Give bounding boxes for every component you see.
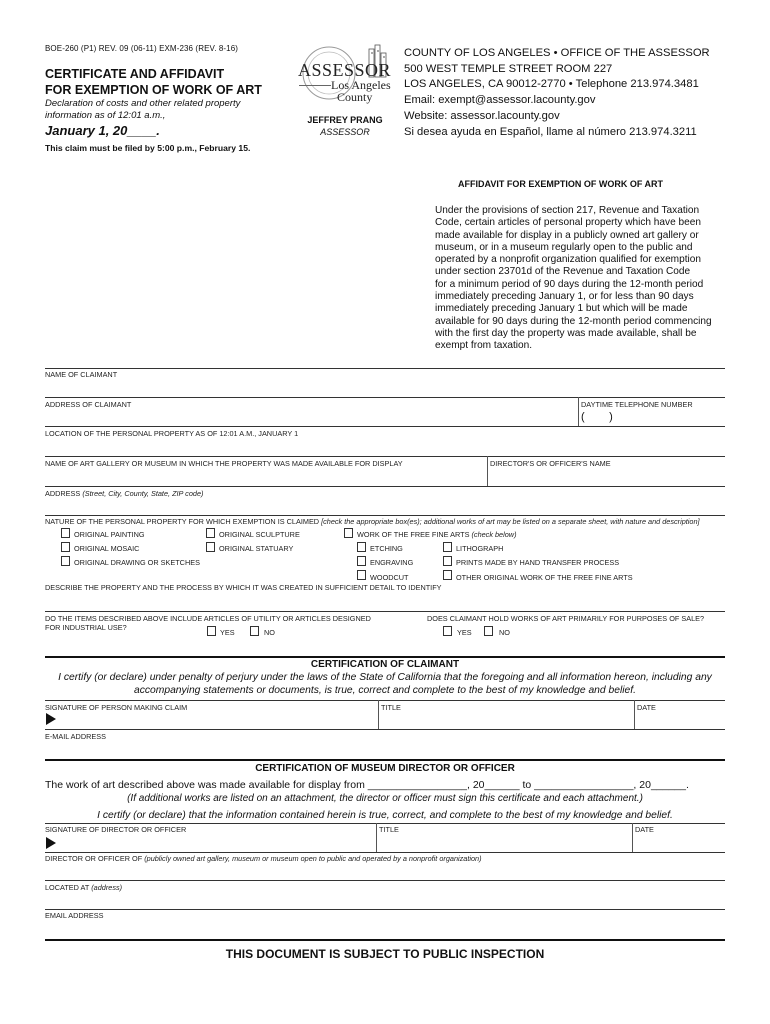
utility-question-line2: FOR INDUSTRIAL USE? <box>45 623 127 632</box>
affidavit-body <box>435 205 725 353</box>
checkbox-lithograph[interactable] <box>443 542 452 552</box>
affidavit-line: immediately preceding January 1 but which will be made <box>435 303 688 315</box>
checkbox-etching[interactable] <box>357 542 366 552</box>
checkbox-utility-no[interactable] <box>250 626 259 636</box>
claimant-cert-heading: CERTIFICATION OF CLAIMANT <box>310 659 460 670</box>
affidavit-line: museum, or in a museum regularly open to the public and <box>435 241 693 253</box>
label-original-painting: ORIGINAL PAINTING <box>74 530 145 539</box>
location-field[interactable] <box>45 437 725 455</box>
affidavit-line: for a minimum period of 90 days during the 12-month period <box>435 278 704 290</box>
subtitle-line1: Declaration of costs and other related property <box>45 98 241 109</box>
label-prints-hand-transfer: PRINTS MADE BY HAND TRANSFER PROCESS <box>456 558 620 567</box>
directors-name-field[interactable] <box>490 467 725 485</box>
display-period-line[interactable]: The work of art described above was made available for display from _________________, 20______ to _________________, 20______. <box>45 779 689 791</box>
describe-field[interactable] <box>45 592 725 610</box>
label-original-drawing: ORIGINAL DRAWING OR SKETCHES <box>74 558 200 567</box>
name-of-claimant-field[interactable] <box>45 378 725 396</box>
logo-word-county: County <box>337 90 373 104</box>
describe-label: DESCRIBE THE PROPERTY AND THE PROCESS BY WHICH IT WAS CREATED IN SUFFICIENT DETAIL TO IDENTIFY <box>45 583 442 592</box>
form-id: BOE-260 (P1) REV. 09 (06-11) EXM-236 (REV. 8-16) <box>45 44 239 53</box>
nature-label <box>45 517 700 526</box>
office-info <box>404 46 710 140</box>
director-email-label: EMAIL ADDRESS <box>45 911 104 920</box>
assessor-name: JEFFREY PRANG <box>307 115 383 125</box>
sign-here-arrow-icon <box>46 713 56 725</box>
rule <box>45 880 725 881</box>
claimant-date-label: DATE <box>637 703 656 712</box>
filing-deadline: This claim must be filed by 5:00 p.m., February 15. <box>45 143 251 153</box>
label-lithograph: LITHOGRAPH <box>456 544 504 553</box>
utility-question-line1: DO THE ITEMS DESCRIBED ABOVE INCLUDE ARTICLES OF UTILITY OR ARTICLES DESIGNED <box>45 614 371 623</box>
label-sale-no: NO <box>499 628 510 637</box>
divider <box>378 700 379 729</box>
location-label: LOCATION OF THE PERSONAL PROPERTY AS OF 12:01 A.M., JANUARY 1 <box>45 429 299 438</box>
checkbox-woodcut[interactable] <box>357 570 366 580</box>
rule <box>45 397 725 398</box>
form-title-line2: FOR EXEMPTION OF WORK OF ART <box>45 83 262 97</box>
claimant-cert-line2: accompanying statements or documents, is true, correct and complete to the best of my knowledge and belief. <box>134 685 636 696</box>
affidavit-line: with the first day the property was made available, shall be <box>435 327 697 339</box>
daytime-phone-label: DAYTIME TELEPHONE NUMBER <box>581 400 693 409</box>
address-of-claimant-label: ADDRESS OF CLAIMANT <box>45 400 132 409</box>
rule <box>45 729 725 730</box>
claimant-date-field[interactable] <box>637 711 725 728</box>
logo-word-los-angeles: Los Angeles <box>331 78 391 92</box>
checkbox-sale-no[interactable] <box>484 626 493 636</box>
section-rule <box>45 656 725 658</box>
rule <box>45 426 725 427</box>
logo-word-assessor: ASSESSOR <box>298 60 392 80</box>
director-date-label: DATE <box>635 825 654 834</box>
address-hint: (Street, City, County, State, ZIP code) <box>82 489 204 498</box>
rule <box>45 823 725 824</box>
affidavit-line: exempt from taxation. <box>435 340 533 352</box>
affidavit-line: Under the provisions of section 217, Revenue and Taxation <box>435 205 700 216</box>
director-title-field[interactable] <box>379 834 629 851</box>
claimant-cert-line1: I certify (or declare) under penalty of perjury under the laws of the State of California that the foregoing and all information hereon, including any <box>58 672 712 683</box>
rule <box>45 368 725 369</box>
label-original-sculpture: ORIGINAL SCULPTURE <box>219 530 300 539</box>
assessor-title: ASSESSOR <box>320 127 370 137</box>
daytime-phone-field[interactable]: ( ) <box>581 411 613 423</box>
free-fine-arts-hint: (check below) <box>471 530 517 539</box>
label-woodcut: WOODCUT <box>370 573 409 582</box>
gallery-name-label: NAME OF ART GALLERY OR MUSEUM IN WHICH THE PROPERTY WAS MADE AVAILABLE FOR DISPLAY <box>45 459 403 468</box>
affidavit-line: immediately preceding January 1, or for less than 90 days <box>435 291 694 303</box>
office-spanish-line: Si desea ayuda en Español, llame al número 213.974.3211 <box>404 125 697 138</box>
label-original-statuary: ORIGINAL STATUARY <box>219 544 294 553</box>
label-other-original-work: OTHER ORIGINAL WORK OF THE FREE FINE ARTS <box>456 573 633 582</box>
claimant-email-field[interactable] <box>45 740 725 756</box>
divider <box>487 456 488 486</box>
label-sale-yes: YES <box>457 628 472 637</box>
office-line3: LOS ANGELES, CA 90012-2770 • Telephone 213.974.3481 <box>404 78 699 91</box>
label-free-fine-arts <box>357 530 517 539</box>
gallery-name-field[interactable] <box>45 467 485 485</box>
claimant-title-label: TITLE <box>381 703 401 712</box>
affidavit-line: operated by a nonprofit organization qualified for exemption <box>435 254 701 266</box>
label-utility-yes: YES <box>220 628 235 637</box>
label-engraving: ENGRAVING <box>370 558 414 567</box>
checkbox-sale-yes[interactable] <box>443 626 452 636</box>
affidavit-line: under section 23701d of the Revenue and Taxation Code <box>435 266 691 278</box>
director-of-field[interactable] <box>45 863 725 878</box>
rule <box>45 486 725 487</box>
checkbox-original-mosaic[interactable] <box>61 542 70 552</box>
checkbox-original-drawing[interactable] <box>61 556 70 566</box>
label-etching: ETCHING <box>370 544 403 553</box>
sign-here-arrow-icon <box>46 837 56 849</box>
divider <box>632 823 633 852</box>
located-at-text: LOCATED AT <box>45 883 90 892</box>
located-at-field[interactable] <box>45 891 725 907</box>
divider <box>634 700 635 729</box>
claimant-email-label: E-MAIL ADDRESS <box>45 732 106 741</box>
affidavit-heading: AFFIDAVIT FOR EXEMPTION OF WORK OF ART <box>458 179 663 189</box>
located-at-hint: (address) <box>91 883 123 892</box>
address-field[interactable] <box>45 497 725 514</box>
office-line2: 500 WEST TEMPLE STREET ROOM 227 <box>404 62 613 75</box>
logo-rule <box>299 85 331 86</box>
section-rule <box>45 759 725 761</box>
checkbox-original-statuary[interactable] <box>206 542 215 552</box>
office-line1: COUNTY OF LOS ANGELES • OFFICE OF THE ASSESSOR <box>404 47 710 59</box>
sale-question: DOES CLAIMANT HOLD WORKS OF ART PRIMARILY FOR PURPOSES OF SALE? <box>427 614 705 623</box>
rule <box>45 852 725 853</box>
affidavit-line: made available for display in a publicly owned art gallery or <box>435 229 699 241</box>
free-fine-arts-text: WORK OF THE FREE FINE ARTS <box>357 530 470 539</box>
label-utility-no: NO <box>264 628 275 637</box>
address-of-claimant-field[interactable] <box>45 408 575 426</box>
nature-hint: [check the appropriate box(es); additional works of art may be listed on a separate sheet, with nature and description] <box>321 517 700 526</box>
rule <box>45 456 725 457</box>
divider <box>376 823 377 852</box>
checkbox-utility-yes[interactable] <box>207 626 216 636</box>
address-label-text: ADDRESS <box>45 489 81 498</box>
office-website[interactable]: Website: assessor.lacounty.gov <box>404 109 560 122</box>
assessor-logo <box>295 43 393 113</box>
checkbox-prints-hand-transfer[interactable] <box>443 556 452 566</box>
checkbox-free-fine-arts[interactable] <box>344 528 353 538</box>
divider <box>578 397 579 426</box>
form-title-line1: CERTIFICATE AND AFFIDAVIT <box>45 67 225 81</box>
directors-name-label: DIRECTOR'S OR OFFICER'S NAME <box>490 459 611 468</box>
director-signature-label: SIGNATURE OF DIRECTOR OR OFFICER <box>45 825 187 834</box>
nature-label-text: NATURE OF THE PERSONAL PROPERTY FOR WHICH EXEMPTION IS CLAIMED <box>45 517 320 526</box>
section-rule <box>45 939 725 941</box>
public-inspection-notice: THIS DOCUMENT IS SUBJECT TO PUBLIC INSPECTION <box>225 947 545 961</box>
date-line: January 1, 20____. <box>45 123 160 138</box>
office-email[interactable]: Email: exempt@assessor.lacounty.gov <box>404 94 596 107</box>
director-signature-field[interactable] <box>60 834 375 851</box>
rule <box>45 909 725 910</box>
attachment-note: (If additional works are listed on an attachment, the director or officer must sign this certificate and each attachment.) <box>127 793 643 804</box>
director-of-text: DIRECTOR OR OFFICER OF <box>45 854 143 863</box>
director-of-hint: (publicly owned art gallery, museum or museum open to public and operated by a nonprofit organization) <box>144 854 482 863</box>
director-title-label: TITLE <box>379 825 399 834</box>
rule <box>45 611 725 612</box>
claimant-title-field[interactable] <box>381 711 631 728</box>
rule <box>45 515 725 516</box>
museum-cert-heading: CERTIFICATION OF MUSEUM DIRECTOR OR OFFICER <box>255 763 515 774</box>
claimant-signature-field[interactable] <box>60 711 375 728</box>
checkbox-original-sculpture[interactable] <box>206 528 215 538</box>
affidavit-line: available for 90 days during the 12-month period commencing <box>435 315 712 327</box>
label-original-mosaic: ORIGINAL MOSAIC <box>74 544 140 553</box>
director-date-field[interactable] <box>635 834 725 851</box>
rule <box>45 700 725 701</box>
director-email-field[interactable] <box>45 920 725 936</box>
checkbox-other-original-work[interactable] <box>443 570 452 580</box>
claimant-signature-label: SIGNATURE OF PERSON MAKING CLAIM <box>45 703 188 712</box>
director-of-label <box>45 854 482 863</box>
subtitle-line2: information as of 12:01 a.m., <box>45 110 166 121</box>
checkbox-engraving[interactable] <box>357 556 366 566</box>
name-of-claimant-label: NAME OF CLAIMANT <box>45 370 118 379</box>
affidavit-line: Code, certain articles of personal property which have been <box>435 217 701 229</box>
museum-certify-line: I certify (or declare) that the information contained herein is true, correct, and complete to the best of my knowledge and belief. <box>97 810 673 821</box>
checkbox-original-painting[interactable] <box>61 528 70 538</box>
